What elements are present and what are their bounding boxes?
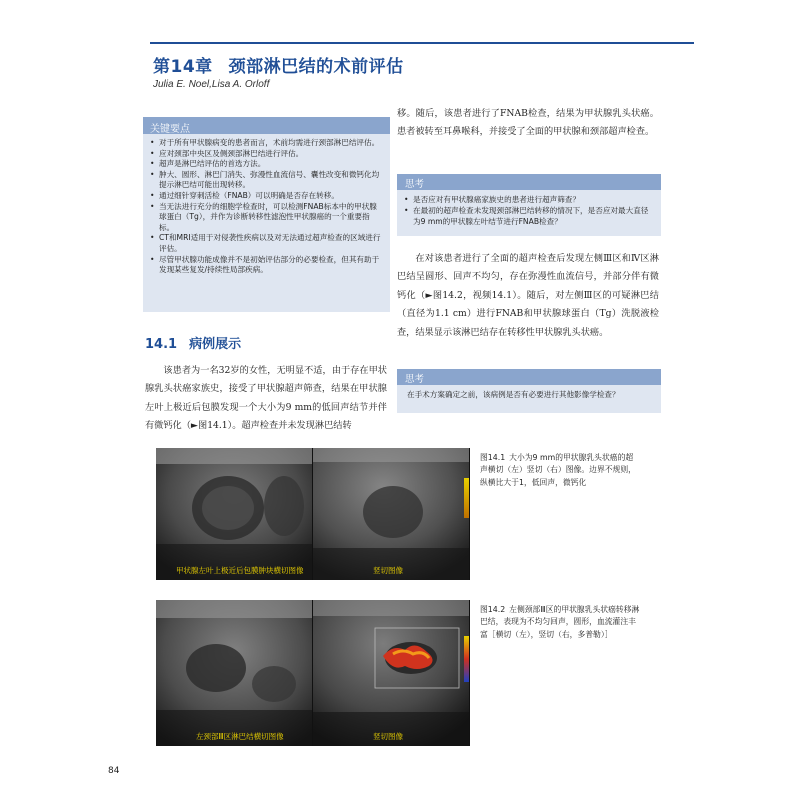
figure-caption-text: 左侧颈部Ⅲ区的甲状腺乳头状癌转移淋巴结，表现为不均匀回声，圆形，血流灌注丰富［横切（左），竖切（右，多普勒）］ [480, 605, 640, 639]
think-list [397, 190, 661, 230]
ultrasound-figure-2 [156, 600, 470, 746]
chapter-authors: Julia E. Noel,Lisa A. Orloff [153, 79, 270, 90]
ultrasound-transverse-image [156, 448, 312, 580]
figure-2-caption [480, 604, 640, 641]
figure-1-caption [480, 452, 640, 489]
figure-number: 图14.1 [480, 453, 506, 462]
page-number: 84 [108, 766, 120, 776]
key-points-title: 关键要点 [143, 117, 390, 134]
ultrasound-doppler-image [313, 600, 469, 746]
think-box-2 [397, 369, 661, 413]
ultrasound-figure-1 [156, 448, 470, 580]
figure-caption-text: 大小为9 mm的甲状腺乳头状癌的超声横切（左）竖切（右）图像。边界不规则，纵横比大于1，低回声，微钙化 [480, 453, 636, 487]
think-item: • 是否应对有甲状腺癌家族史的患者进行超声筛查？ [404, 194, 655, 205]
chapter-title [153, 52, 404, 77]
case-paragraph-3: 在对该患者进行了全面的超声检查后发现左侧Ⅲ区和Ⅳ区淋巴结呈圆形、回声不均匀，存在弥漫性血流信号，并部分伴有微钙化（►图14.2，视频14.1）。随后，对左侧Ⅲ区的可疑淋巴结（直径为1.1 cm）进行FNAB和甲状腺球蛋白（Tg）洗脱液检查，结果显示该淋巴结存在转移性甲状腺乳头状癌。 [397, 253, 659, 338]
think-item: • 在最初的超声检查未发现颈部淋巴结转移的情况下，是否应对最大直径为9 mm的甲状腺左叶结节进行FNAB检查？ [404, 205, 655, 227]
case-paragraph-1: 该患者为一名32岁的女性，无明显不适，由于存在甲状腺乳头状癌家族史，接受了甲状腺超声筛查，结果在甲状腺左叶上极近后包膜发现一个大小为9 mm的低回声结节并伴有微钙化（►图14.1）。超声检查并未发现淋巴结转 [145, 365, 387, 432]
key-point-item: • 通过细针穿刺活检（FNAB）可以明确是否存在转移。 [150, 191, 384, 202]
case-paragraph-2: 移。随后，该患者进行了FNAB检查，结果为甲状腺乳头状癌。患者被转至耳鼻喉科，并接受了全面的甲状腺和颈部超声检查。 [397, 108, 659, 138]
section-title: 病例展示 [189, 337, 242, 352]
chapter-title-text: 颈部淋巴结的术前评估 [228, 57, 404, 77]
key-point-item: • 当无法进行充分的细胞学检查时，可以检测FNAB标本中的甲状腺球蛋白（Tg），并作为诊断转移性滤泡性甲状腺癌的一个重要指标。 [150, 202, 384, 234]
think-text: 在手术方案确定之前，该病例是否有必要进行其他影像学检查？ [407, 390, 620, 399]
ultrasound-longitudinal-image [313, 448, 469, 580]
figure-label: 竖切图像 [373, 566, 403, 575]
think-box-1 [397, 174, 661, 236]
figure-number: 图14.2 [480, 605, 506, 614]
section-heading [145, 333, 241, 352]
figure-label: 竖切图像 [373, 732, 403, 741]
key-point-item: • 对于所有甲状腺病变的患者而言，术前均需进行颈部淋巴结评估。 [150, 138, 384, 149]
think-box-title: 思考 [397, 369, 661, 385]
key-point-item: • 超声是淋巴结评估的首选方法。 [150, 159, 384, 170]
key-points-list [143, 134, 390, 276]
key-points-box [143, 117, 390, 312]
ultrasound-transverse-image [156, 600, 312, 746]
key-point-item: • 尽管甲状腺功能成像并不是初始评估部分的必要检查，但其有助于发现某些复发/持续性局部疾病。 [150, 255, 384, 276]
section-number: 14.1 [145, 337, 178, 352]
key-point-item: • 应对颈部中央区及侧颈部淋巴结进行评估。 [150, 149, 384, 160]
colorbar-icon [464, 478, 469, 518]
key-point-item: • CT和MRI适用于对侵袭性疾病以及对无法通过超声检查的区域进行评估。 [150, 233, 384, 254]
key-point-item: • 肿大、圆形、淋巴门消失、弥漫性血流信号、囊性改变和微钙化均提示淋巴结可能出现转移。 [150, 170, 384, 191]
figure-label: 甲状腺左叶上极近后包膜肿块横切图像 [176, 566, 304, 575]
chapter-number: 第14章 [153, 57, 213, 77]
header-rule [150, 42, 694, 44]
figure-label: 左颈部Ⅲ区淋巴结横切图像 [196, 732, 284, 741]
think-box-title: 思考 [397, 174, 661, 190]
doppler-scale-icon [464, 636, 469, 682]
